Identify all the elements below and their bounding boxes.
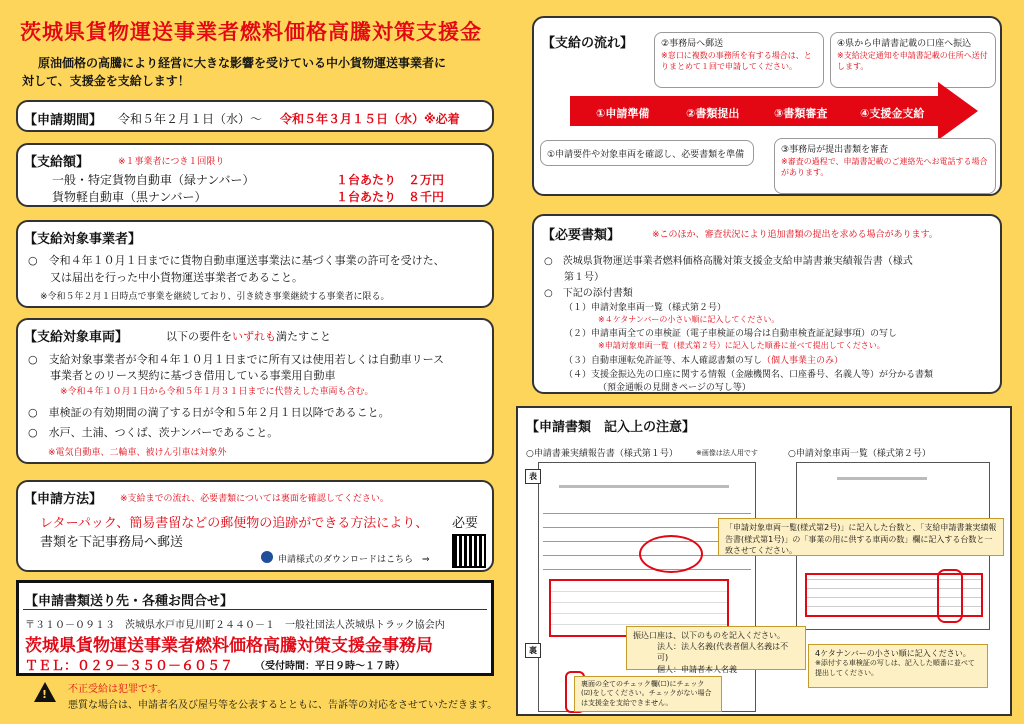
eligible-business-note: ※令和５年２月１日時点で事業を継続しており、引き続き事業継続する事業者に限る。	[40, 292, 390, 302]
callout-vehicle-count: 「申請対象車両一覧(様式第2号)」に記入した台数と、「支給申請書兼実績報告書(様式第1号)」の「事業の用に供する車両の数」欄に記入する台数と一致させてください。	[718, 518, 1004, 556]
flow-bottom-left: ①申請要件や対象車両を確認し、必要書類を準備	[547, 150, 745, 160]
callout-account-3: 個人：申請者本人名義	[657, 664, 737, 674]
method-note: ※支給までの流れ、必要書類については裏面を確認してください。	[120, 494, 389, 504]
eligible-business-line-1: ○ 令和４年１０月１日までに貨物自動車運送事業法に基づく事業の許可を受けた、	[28, 254, 445, 267]
download-icon	[261, 551, 273, 563]
callout-plate	[808, 644, 988, 688]
contact-hours: （受付時間：平日９時～１７時）	[255, 661, 405, 672]
contact-tel: ＴＥＬ：０２９－３５０－６０５７	[25, 659, 234, 674]
method-label: 【申請方法】	[24, 492, 103, 507]
amount-box	[16, 143, 494, 207]
vehicle-item-1a: ○ 支給対象事業者が令和４年１０月１日までに所有又は使用若しくは自動車リース	[28, 353, 445, 366]
eligible-business-box	[16, 220, 494, 308]
required-sub-3b: （個人事業主のみ）	[762, 356, 844, 366]
callout-account	[626, 626, 806, 674]
method-line-1b: 必要	[452, 516, 479, 531]
warning-text: 悪質な場合は、申請者名及び屋号等を公表するとともに、告訴等の対応をさせていただきます。	[68, 700, 498, 711]
contact-address: 〒３１０－０９１３ 茨城県水戸市見川町２４４０－１ 一般社団法人茨城県トラック協会内	[25, 620, 445, 631]
amount-label: 【支給額】	[24, 155, 90, 170]
amount-value-1: １台あたり ２万円	[336, 173, 445, 187]
flow-label: 【支給の流れ】	[542, 36, 634, 51]
flow-callout-top-right	[830, 32, 996, 88]
flow-bottom-right-note: ※審査の過程で、申請書記載のご連絡先へお電話する場合があります。	[781, 157, 988, 177]
form2-title: ○申請対象車両一覧（様式第２号）	[788, 449, 931, 459]
callout-account-2: 法人：法人名義(代表者個人名義は不可)	[657, 642, 789, 663]
flow-top-left-title: ②事務局へ郵送	[661, 39, 724, 49]
flow-callout-bottom-right	[774, 138, 996, 194]
flow-step-3: ③書類審査	[774, 107, 828, 120]
ura-tag: 裏	[525, 643, 541, 658]
vehicle-item-1-note: ※令和４年１０月１日から令和５年１月３１日までに代替えした車両も含む。	[60, 387, 374, 397]
form1-row	[543, 513, 751, 514]
required-sub-4b: （預金通帳の見開きページの写し等）	[598, 383, 751, 393]
required-sub-3	[564, 353, 843, 366]
qr-code-icon[interactable]	[452, 534, 486, 568]
eligible-business-label: 【支給対象事業者】	[24, 232, 142, 247]
flow-callout-top-left	[654, 32, 824, 88]
required-sub-2-note: ※申請対象車両一覧（様式第２号）に記入した順番に並べて提出してください。	[598, 341, 885, 350]
period-box	[16, 100, 494, 132]
required-note: ※このほか、審査状況により追加書類の提出を求める場合があります。	[652, 230, 938, 240]
form1-title-line	[559, 485, 729, 488]
vehicle-item-1b: 事業者とのリース契約に基づき借用している事業用自動車	[50, 369, 336, 382]
period-end: 令和５年３月１５日（水）※必着	[280, 112, 460, 126]
method-line-2: 書類を下記事務局へ郵送	[40, 535, 184, 550]
period-label: 【申請期間】	[24, 113, 103, 128]
form1-note: ※画像は法人用です	[696, 449, 758, 457]
notes-label: 【申請書類 記入上の注意】	[526, 420, 696, 435]
flow-step-2: ②書類提出	[686, 107, 740, 120]
method-line-1: レターパック、簡易書留などの郵便物の追跡ができる方法により、	[40, 516, 429, 531]
flow-top-left-note: ※窓口に複数の事務所を有する場合は、とりまとめて１回で申請してください。	[661, 51, 812, 71]
vehicle-item-3: ○ 水戸、土浦、つくば、茨ナンバーであること。	[28, 426, 279, 439]
required-item-2: ○ 下記の添付書類	[544, 288, 633, 299]
warning-mark: !	[42, 688, 48, 701]
required-item-1b: 第１号）	[564, 272, 604, 283]
required-box	[532, 214, 1002, 394]
amount-note: ※１事業者につき１回限り	[118, 157, 225, 167]
vehicle-item-2: ○ 車検証の有効期間の満了する日が令和５年２月１日以降であること。	[28, 406, 390, 419]
vehicle-item-3-note: ※電気自動車、二輪車、被けん引車は対象外	[48, 448, 227, 458]
flow-bottom-right-title: ③事務局が提出書類を審査	[781, 145, 889, 155]
omote-tag: 表	[525, 469, 541, 484]
form2-title-line	[837, 477, 927, 480]
lead-line-1: 原油価格の高騰により経営に大きな影響を受けている中小貨物運送事業者に	[38, 56, 447, 70]
page-title: 茨城県貨物運送事業者燃料価格高騰対策支援金	[20, 20, 482, 44]
flow-step-4: ④支援金支給	[860, 107, 925, 120]
amount-value-2: １台あたり ８千円	[336, 190, 445, 204]
eligible-vehicle-intro	[166, 328, 331, 344]
eligible-business-line-2: 又は届出を行った中小貨物運送事業者であること。	[50, 271, 303, 284]
amount-vehicle-2: 貨物軽自動車（黒ナンバー）	[52, 190, 207, 204]
required-item-1a: ○ 茨城県貨物運送事業者燃料価格高騰対策支援金支給申請書兼実績報告書（様式	[544, 256, 913, 267]
contact-label: 【申請書類送り先・各種お問合せ】	[25, 594, 234, 609]
notes-panel	[516, 406, 1012, 716]
required-sub-3a: （３）自動車運転免許証等、本人確認書類の写し	[564, 356, 763, 366]
form1-row	[543, 569, 751, 570]
callout-plate-2: ※添付する車検証の写しは、記入した順番に並べて提出してください。	[815, 659, 975, 677]
required-label: 【必要書類】	[542, 228, 621, 243]
required-sub-2: （２）申請車両全ての車検証（電子車検証の場合は自動車検査証記録事項）の写し	[564, 329, 898, 339]
flow-step-1: ①申請準備	[596, 107, 650, 120]
intro-em: いずれも	[232, 330, 276, 343]
contact-office: 茨城県貨物運送事業者燃料価格高騰対策支援金事務局	[25, 636, 433, 656]
required-sub-1: （１）申請対象車両一覧（様式第２号）	[564, 303, 727, 313]
contact-box	[16, 580, 494, 676]
form1-circle-mark	[639, 535, 703, 573]
warning-title: 不正受給は犯罪です。	[68, 684, 168, 695]
flow-top-right-note: ※支給決定通知を申請書記載の住所へ送付します。	[837, 51, 988, 71]
flow-box	[532, 16, 1002, 196]
form1-title: ○申請書兼実績報告書（様式第１号）	[526, 449, 678, 459]
required-sub-1-note: ※４ケタナンバーの小さい順に記入してください。	[598, 315, 780, 324]
intro-pre: 以下の要件を	[166, 330, 232, 343]
flow-top-right-title: ④県から申請書記載の口座へ振込	[837, 39, 972, 49]
lead-line-2: 対して、支援金を支給します！	[22, 74, 190, 88]
eligible-vehicle-box	[16, 318, 494, 464]
eligible-vehicle-label: 【支給対象車両】	[24, 330, 129, 345]
callout-plate-1: 4ケタナンバーの小さい順に記入ください。	[815, 649, 971, 658]
contact-divider	[23, 609, 487, 610]
flow-callout-bottom-left	[540, 140, 754, 166]
intro-post: 満たすこと	[276, 330, 331, 343]
form2-plate-column	[937, 569, 963, 623]
callout-checkbox: 裏面の全てのチェック欄(☐)にチェック(☑)をしてください。チェックがない場合は支援金を支給できません。	[574, 676, 722, 712]
period-start: 令和５年２月１日（水）～	[118, 112, 263, 126]
method-box	[16, 480, 494, 572]
callout-account-1: 振込口座は、以下のものを記入ください。	[633, 631, 785, 640]
required-sub-4a: （４）支援金振込先の口座に関する情報（金融機関名、口座番号、名義人等）が分かる書類	[564, 370, 934, 380]
amount-vehicle-1: 一般・特定貨物自動車（緑ナンバー）	[52, 173, 255, 187]
download-link[interactable]: 申請様式のダウンロードはこちら ⇒	[278, 555, 430, 565]
